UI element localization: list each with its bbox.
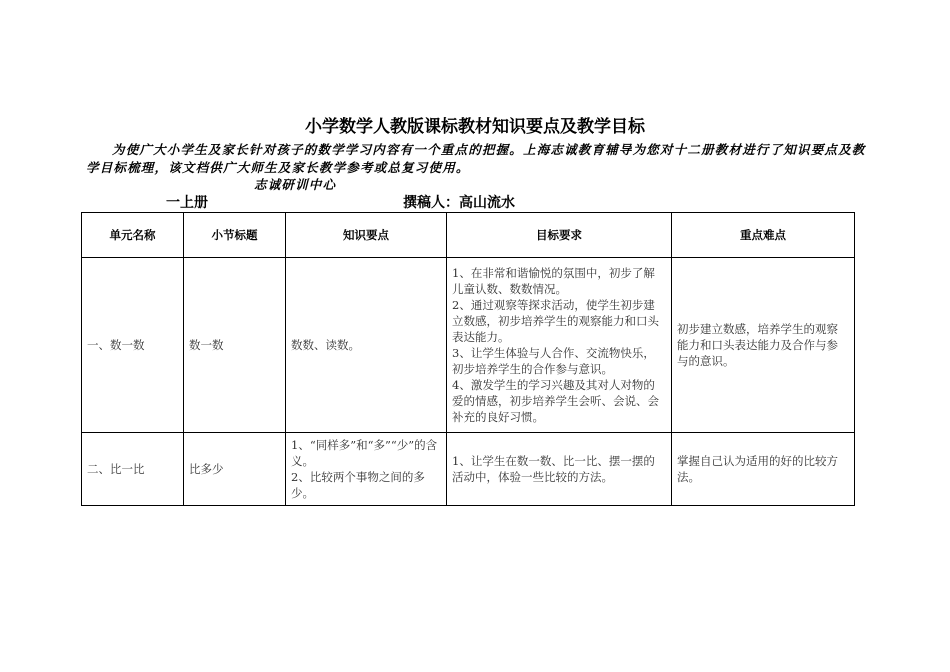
page-title: 小学数学人教版课标教材知识要点及教学目标 (305, 117, 645, 137)
header-section-title: 小节标题 (184, 213, 286, 258)
cell-knowledge (286, 433, 447, 506)
knowledge-item: 1、“同样多”和“多”“少”的含义。 (291, 438, 438, 468)
knowledge-item: 2、比较两个事物之间的多少。 (291, 470, 425, 500)
author-label: 撰稿人：高山流水 (403, 195, 515, 211)
intro-paragraph: 为使广大小学生及家长针对孩子的数学学习内容有一个重点的把握。上海志诚教育辅导为您对十二册教材进行了知识要点及教学目标梳理，该文档供广大师生及家长教学参考或总复习使用。 (86, 142, 866, 175)
header-goals: 目标要求 (447, 213, 672, 258)
cell-goals (447, 433, 672, 506)
cell-knowledge: 数数、读数。 (286, 258, 447, 433)
table-header-row (82, 213, 855, 258)
goal-item: 1、在非常和谐愉悦的氛围中，初步了解儿童认数、数数情况。 (452, 266, 655, 296)
syllabus-table (81, 212, 855, 506)
header-key-points: 重点难点 (672, 213, 855, 258)
cell-key-points: 掌握自己认为适用的好的比较方法。 (672, 433, 855, 506)
goal-item: 3、让学生体验与人合作、交流物快乐，初步培养学生的合作参与意识。 (452, 346, 655, 376)
cell-unit: 一、数一数 (82, 258, 184, 433)
goal-item: 4、激发学生的学习兴趣及其对人对物的爱的情感，初步培养学生会听、会说、会补充的良好习惯。 (452, 378, 659, 424)
volume-label: 一上册 (166, 195, 208, 211)
cell-section: 数一数 (184, 258, 286, 433)
cell-unit: 二、比一比 (82, 433, 184, 506)
table-row (82, 433, 855, 506)
organization-name: 志诚研训中心 (254, 177, 337, 192)
header-knowledge-points: 知识要点 (286, 213, 447, 258)
goal-item: 1、让学生在数一数、比一比、摆一摆的活动中，体验一些比较的方法。 (452, 454, 655, 484)
header-unit-name: 单元名称 (82, 213, 184, 258)
table-row (82, 258, 855, 433)
cell-section: 比多少 (184, 433, 286, 506)
goal-item: 2、通过观察等探求活动，使学生初步建立数感，初步培养学生的观察能力和口头表达能力。 (452, 298, 659, 344)
cell-goals (447, 258, 672, 433)
cell-key-points: 初步建立数感，培养学生的观察能力和口头表达能力及合作与参与的意识。 (672, 258, 855, 433)
